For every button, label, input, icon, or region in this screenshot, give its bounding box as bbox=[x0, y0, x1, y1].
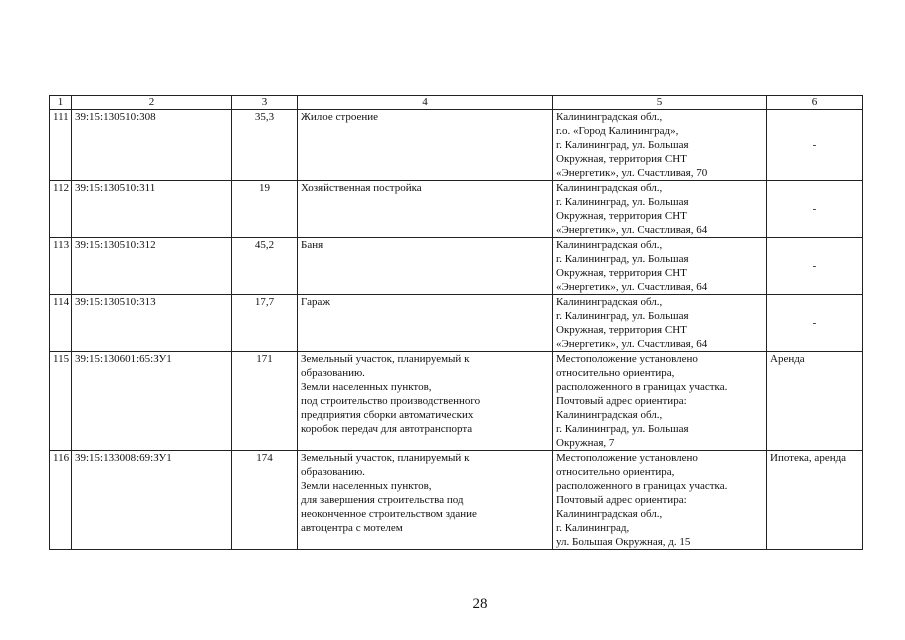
encumbrance: - bbox=[767, 295, 863, 352]
area-value: 174 bbox=[232, 451, 298, 550]
encumbrance: Аренда bbox=[767, 352, 863, 451]
table-row bbox=[50, 451, 863, 550]
table-header-row bbox=[50, 96, 863, 110]
area-value: 17,7 bbox=[232, 295, 298, 352]
encumbrance: - bbox=[767, 110, 863, 181]
cadastral-number: 39:15:130510:312 bbox=[72, 238, 232, 295]
cadastral-number: 39:15:130510:308 bbox=[72, 110, 232, 181]
area-value: 171 bbox=[232, 352, 298, 451]
encumbrance: - bbox=[767, 181, 863, 238]
object-address: Калининградская обл., г.о. «Город Калининград», г. Калининград, ул. Большая Окружная, территория СНТ «Энергетик», ул. Счастливая, 70 bbox=[553, 110, 767, 181]
object-address: Местоположение установлено относительно ориентира, расположенного в границах участка. Почтовый адрес ориентира: Калининградская обл., г. Калининград, ул. Большая Окружная, 7 bbox=[553, 352, 767, 451]
object-type: Земельный участок, планируемый к образованию. Земли населенных пунктов, под строительство производственного предприятия сборки автоматических коробок передач для автотранспорта bbox=[298, 352, 553, 451]
cadastral-number: 39:15:130510:313 bbox=[72, 295, 232, 352]
object-type: Баня bbox=[298, 238, 553, 295]
column-header-6: 6 bbox=[767, 96, 863, 110]
encumbrance: Ипотека, аренда bbox=[767, 451, 863, 550]
row-number: 111 bbox=[50, 110, 72, 181]
area-value: 45,2 bbox=[232, 238, 298, 295]
row-number: 115 bbox=[50, 352, 72, 451]
object-address: Калининградская обл., г. Калининград, ул. Большая Окружная, территория СНТ «Энергетик», ул. Счастливая, 64 bbox=[553, 181, 767, 238]
cadastral-number: 39:15:130510:311 bbox=[72, 181, 232, 238]
area-value: 19 bbox=[232, 181, 298, 238]
object-address: Местоположение установлено относительно ориентира, расположенного в границах участка. Почтовый адрес ориентира: Калининградская обл., г. Калининград, ул. Большая Окружная, д. 15 bbox=[553, 451, 767, 550]
page-number: 28 bbox=[472, 596, 488, 612]
encumbrance: - bbox=[767, 238, 863, 295]
table-row bbox=[50, 238, 863, 295]
table-row bbox=[50, 352, 863, 451]
table-row bbox=[50, 295, 863, 352]
row-number: 116 bbox=[50, 451, 72, 550]
cadastral-number: 39:15:133008:69:ЗУ1 bbox=[72, 451, 232, 550]
row-number: 114 bbox=[50, 295, 72, 352]
property-table bbox=[49, 95, 863, 550]
object-type: Жилое строение bbox=[298, 110, 553, 181]
table-row bbox=[50, 181, 863, 238]
area-value: 35,3 bbox=[232, 110, 298, 181]
object-address: Калининградская обл., г. Калининград, ул. Большая Окружная, территория СНТ «Энергетик», ул. Счастливая, 64 bbox=[553, 295, 767, 352]
column-header-3: 3 bbox=[232, 96, 298, 110]
column-header-4: 4 bbox=[298, 96, 553, 110]
column-header-1: 1 bbox=[50, 96, 72, 110]
cadastral-number: 39:15:130601:65:ЗУ1 bbox=[72, 352, 232, 451]
object-type: Хозяйственная постройка bbox=[298, 181, 553, 238]
row-number: 113 bbox=[50, 238, 72, 295]
object-address: Калининградская обл., г. Калининград, ул. Большая Окружная, территория СНТ «Энергетик», ул. Счастливая, 64 bbox=[553, 238, 767, 295]
table-row bbox=[50, 110, 863, 181]
column-header-2: 2 bbox=[72, 96, 232, 110]
object-type: Гараж bbox=[298, 295, 553, 352]
object-type: Земельный участок, планируемый к образованию. Земли населенных пунктов, для завершения строительства под неоконченное строительством здание автоцентра с мотелем bbox=[298, 451, 553, 550]
row-number: 112 bbox=[50, 181, 72, 238]
column-header-5: 5 bbox=[553, 96, 767, 110]
